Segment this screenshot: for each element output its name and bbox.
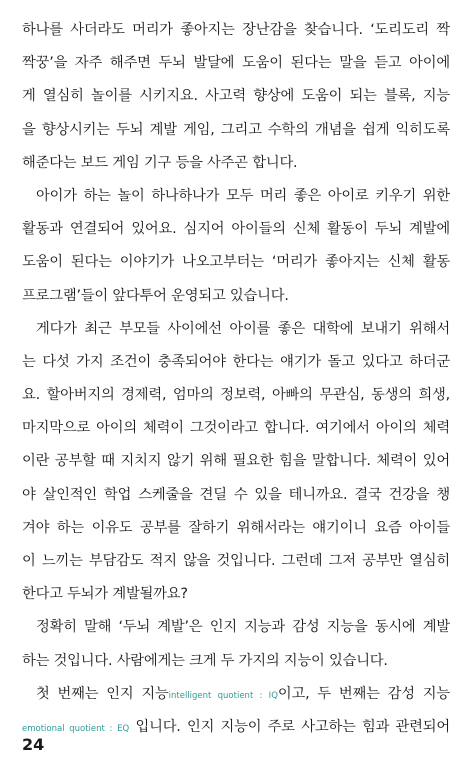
- eq-line-after: 입니다. 인지 지능이 주로 사고하는 힘과 관련되어: [129, 718, 450, 735]
- iq-line: [22, 678, 450, 711]
- text-line: 마지막으로 아이의 체력이 그것이라고 합니다. 여기에서 아이의 체력: [22, 420, 450, 437]
- text-line: 활동과 연결되어 있어요. 심지어 아이들의 신체 활동이 두뇌 계발에: [22, 221, 450, 238]
- iq-gloss: intelligent quotient : IQ: [168, 690, 278, 701]
- text-line: 요. 할아버지의 경제력, 엄마의 정보력, 아빠의 무관심, 동생의 희생,: [22, 387, 450, 404]
- paragraph-first-line: 게다가 최근 부모들 사이에선 아이를 좋은 대학에 보내기 위해서: [36, 320, 450, 337]
- text-line: 프로그램’들이 앞다투어 운영되고 있습니다.: [22, 287, 289, 304]
- paragraph-first-line: 정확히 말해 ‘두뇌 계발’은 인지 지능과 감성 지능을 동시에 계발: [36, 619, 450, 636]
- text-line: 야 살인적인 학업 스케줄을 견딜 수 있을 테니까요. 결국 건강을 챙: [22, 486, 450, 503]
- eq-gloss: emotional quotient : EQ: [22, 723, 130, 734]
- text-line: 을 향상시키는 두뇌 계발 게임, 그리고 수학의 개념을 쉽게 익히도록: [22, 121, 450, 138]
- iq-line-before: 첫 번째는 인지 지능: [36, 685, 169, 702]
- text-line: 이 느끼는 부담감도 적지 않을 것입니다. 그런데 그저 공부만 열심히: [22, 553, 450, 569]
- text-line: 한다고 두뇌가 계발될까요?: [22, 586, 188, 603]
- eq-line: [22, 711, 450, 744]
- text-line: 짝꿍’을 자주 해주면 두뇌 발달에 도움이 된다는 말을 듣고 아이에: [22, 55, 450, 72]
- text-line: 게 열심히 놀이를 시키지요. 사고력 향상에 도움이 되는 블록, 지능: [22, 88, 450, 105]
- text-line: 하나를 사더라도 머리가 좋아지는 장난감을 찾습니다. ‘도리도리 짝: [22, 22, 450, 38]
- text-line: 겨야 하는 이유도 공부를 잘하기 위해서라는 얘기이니 요즘 아이들: [22, 519, 450, 536]
- iq-line-after: 이고, 두 번째는 감성 지능: [277, 685, 450, 702]
- page-number: 24: [22, 735, 45, 754]
- text-line: 이란 공부할 때 지치지 않기 위해 필요한 힘을 말합니다. 체력이 있어: [22, 453, 450, 470]
- text-line: 는 다섯 가지 조건이 충족되어야 한다는 얘기가 돌고 있다고 하더군: [22, 353, 450, 370]
- text-line: 해준다는 보드 게임 기구 등을 사주곤 합니다.: [22, 154, 298, 171]
- body-text: [22, 14, 450, 744]
- paragraph-first-line: 아이가 하는 놀이 하나하나가 모두 머리 좋은 아이로 키우기 위한: [36, 187, 450, 204]
- text-line: 하는 것입니다. 사람에게는 크게 두 가지의 지능이 있습니다.: [22, 652, 388, 669]
- text-line: 도움이 된다는 이야기가 나오고부터는 ‘머리가 좋아지는 신체 활동: [22, 254, 450, 271]
